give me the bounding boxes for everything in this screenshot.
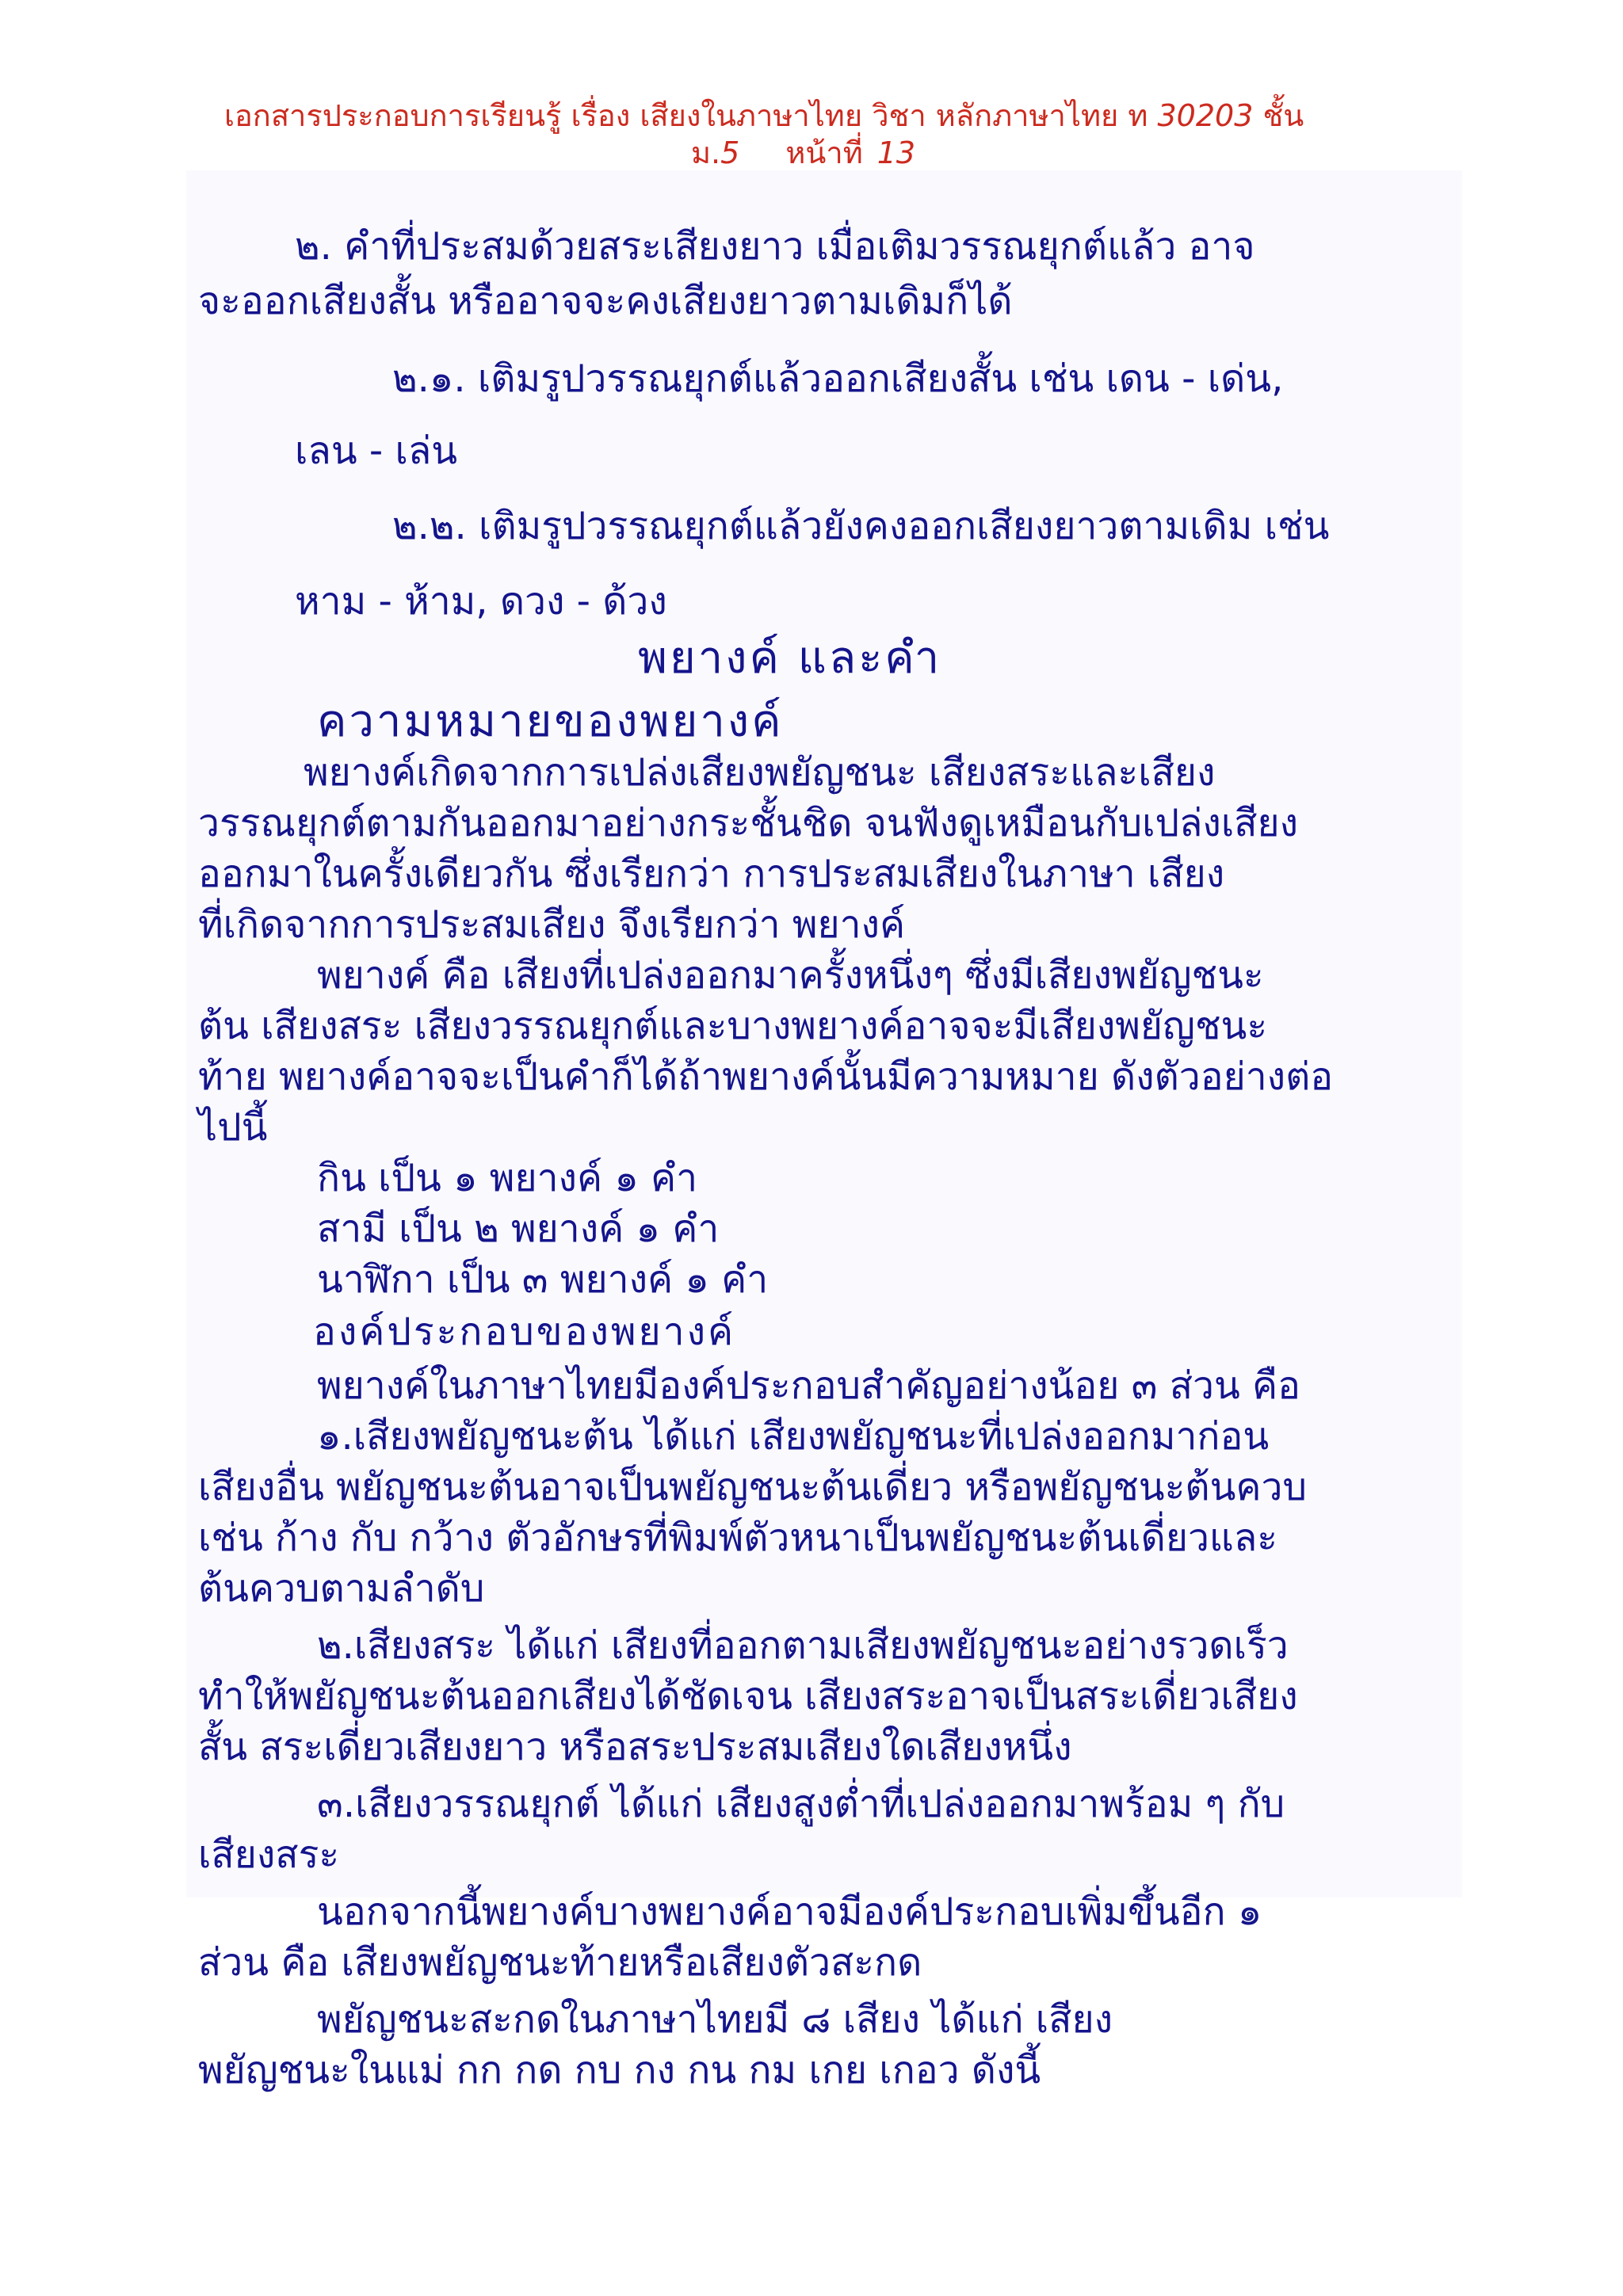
body-line: พยางค์เกิดจากการเปล่งเสียงพยัญชนะ เสียงสระและเสียง bbox=[304, 750, 1216, 795]
body-line: ๓.เสียงวรรณยุกต์ ได้แก่ เสียงสูงต่ำที่เปล่งออกมาพร้อม ๆ กับ bbox=[317, 1782, 1285, 1826]
body-line: ๒.เสียงสระ ได้แก่ เสียงที่ออกตามเสียงพยัญชนะอย่างรวดเร็ว bbox=[317, 1623, 1289, 1668]
body-line: ออกมาในครั้งเดียวกัน ซึ่งเรียกว่า การประสมเสียงในภาษา เสียง bbox=[198, 852, 1225, 896]
page-number: 13 bbox=[876, 135, 916, 170]
body-line: จะออกเสียงสั้น หรืออาจจะคงเสียงยาวตามเดิมก็ได้ bbox=[198, 279, 1013, 323]
page-header-line-1 bbox=[224, 97, 1304, 134]
body-line: ๒. คำที่ประสมด้วยสระเสียงยาว เมื่อเติมวรรณยุกต์แล้ว อาจ bbox=[295, 224, 1255, 269]
section-title: พยางค์ และคำ bbox=[638, 632, 942, 684]
body-line: นอกจากนี้พยางค์บางพยางค์อาจมีองค์ประกอบเพิ่มขึ้นอีก ๑ bbox=[317, 1890, 1262, 1934]
grade-value: 5 bbox=[720, 135, 740, 170]
body-line: ส่วน คือ เสียงพยัญชนะท้ายหรือเสียงตัวสะกด bbox=[198, 1940, 922, 1985]
body-line: เลน - เล่น bbox=[295, 429, 458, 473]
body-line: พยัญชนะสะกดในภาษาไทยมี ๘ เสียง ได้แก่ เสียง bbox=[317, 1997, 1113, 2042]
body-line: พยัญชนะในแม่ กก กด กบ กง กน กม เกย เกอว ดังนี้ bbox=[198, 2048, 1041, 2092]
body-line: หาม - ห้าม, ดวง - ด้วง bbox=[295, 579, 667, 624]
body-line: ต้นควบตามลำดับ bbox=[198, 1566, 485, 1611]
grade-prefix: ม. bbox=[691, 135, 721, 170]
page-label: หน้าที่ bbox=[785, 135, 863, 170]
header-title-prefix: เอกสารประกอบการเรียนรู้ เรื่อง เสียงในภาษาไทย วิชา หลักภาษาไทย ท bbox=[224, 98, 1158, 133]
page-header-line-2 bbox=[691, 135, 915, 171]
body-line: ทำให้พยัญชนะต้นออกเสียงได้ชัดเจน เสียงสระอาจเป็นสระเดี่ยวเสียง bbox=[198, 1674, 1298, 1718]
body-line: ที่เกิดจากการประสมเสียง จึงเรียกว่า พยางค์ bbox=[198, 902, 906, 947]
body-line: สั้น สระเดี่ยวเสียงยาว หรือสระประสมเสียงใดเสียงหนึ่ง bbox=[198, 1725, 1072, 1769]
body-line: ๑.เสียงพยัญชนะต้น ได้แก่ เสียงพยัญชนะที่เปล่งออกมาก่อน bbox=[317, 1414, 1270, 1459]
header-title-suffix: ชั้น bbox=[1253, 98, 1304, 133]
example-line: นาฬิกา เป็น ๓ พยางค์ ๑ คำ bbox=[317, 1257, 769, 1302]
body-line: ๒.๑. เติมรูปวรรณยุกต์แล้วออกเสียงสั้น เช่น เดน - เด่น, bbox=[392, 357, 1284, 401]
body-line: พยางค์ คือ เสียงที่เปล่งออกมาครั้งหนึ่งๆ ซึ่งมีเสียงพยัญชนะ bbox=[317, 953, 1264, 997]
body-line: พยางค์ในภาษาไทยมีองค์ประกอบสำคัญอย่างน้อย ๓ ส่วน คือ bbox=[317, 1363, 1300, 1408]
body-line: ๒.๒. เติมรูปวรรณยุกต์แล้วยังคงออกเสียงยาวตามเดิม เช่น bbox=[392, 504, 1330, 548]
body-line: เสียงอื่น พยัญชนะต้นอาจเป็นพยัญชนะต้นเดี่ยว หรือพยัญชนะต้นควบ bbox=[198, 1465, 1307, 1509]
example-line: สามี เป็น ๒ พยางค์ ๑ คำ bbox=[317, 1207, 720, 1251]
example-line: กิน เป็น ๑ พยางค์ ๑ คำ bbox=[317, 1156, 698, 1200]
body-line: ไปนี้ bbox=[198, 1105, 268, 1150]
course-code: 30203 bbox=[1157, 98, 1254, 133]
body-line: ต้น เสียงสระ เสียงวรรณยุกต์และบางพยางค์อาจจะมีเสียงพยัญชนะ bbox=[198, 1004, 1268, 1048]
section-subtitle: ความหมายของพยางค์ bbox=[317, 696, 784, 747]
body-line: ท้าย พยางค์อาจจะเป็นคำก็ได้ถ้าพยางค์นั้นมีความหมาย ดังตัวอย่างต่อ bbox=[198, 1055, 1334, 1099]
body-line: เสียงสระ bbox=[198, 1833, 340, 1877]
body-line: เช่น ก้าง กับ กว้าง ตัวอักษรที่พิมพ์ตัวหนาเป็นพยัญชนะต้นเดี่ยวและ bbox=[198, 1516, 1278, 1560]
components-heading: องค์ประกอบของพยางค์ bbox=[313, 1310, 736, 1354]
body-line: วรรณยุกต์ตามกันออกมาอย่างกระชั้นชิด จนฟังดูเหมือนกับเปล่งเสียง bbox=[198, 801, 1299, 845]
